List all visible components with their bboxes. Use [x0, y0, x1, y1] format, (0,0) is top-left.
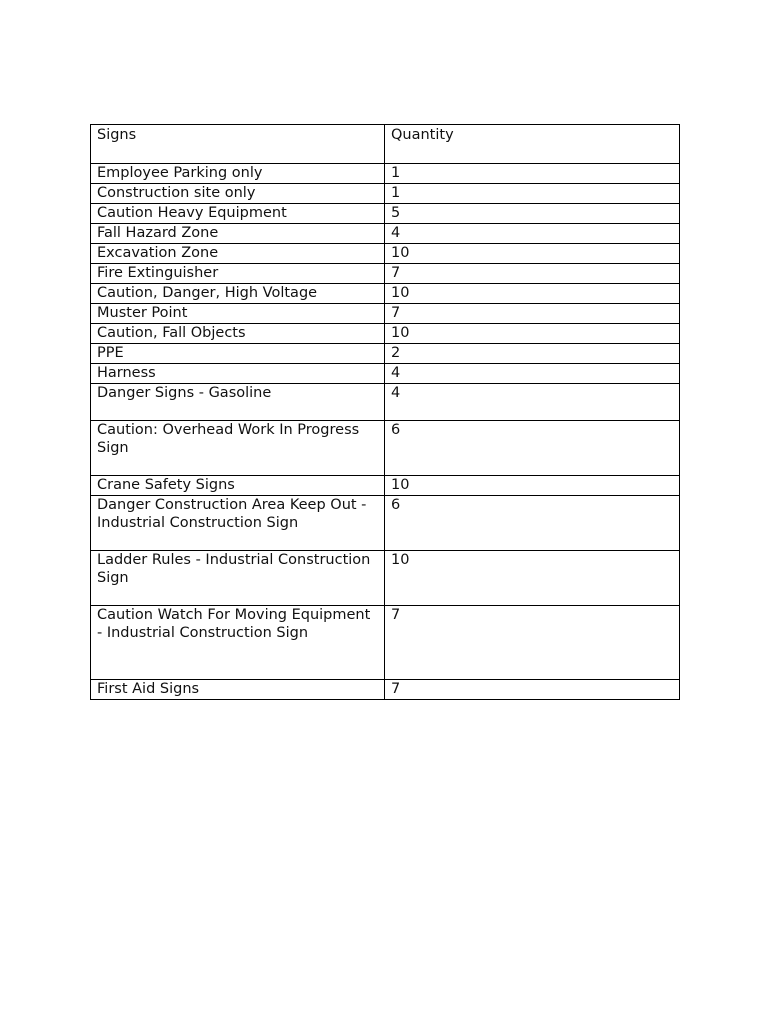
sign-name-cell: Danger Signs - Gasoline [91, 384, 385, 421]
table-row [91, 680, 680, 700]
sign-name-cell: Danger Construction Area Keep Out - Industrial Construction Sign [91, 496, 385, 551]
table-row [91, 551, 680, 606]
quantity-cell: 10 [385, 324, 680, 344]
sign-name-cell: PPE [91, 344, 385, 364]
quantity-cell: 10 [385, 284, 680, 304]
sign-name-cell: Caution, Danger, High Voltage [91, 284, 385, 304]
sign-name-cell: Harness [91, 364, 385, 384]
quantity-cell: 6 [385, 421, 680, 476]
table-row [91, 476, 680, 496]
table-row [91, 184, 680, 204]
quantity-cell: 7 [385, 606, 680, 680]
sign-name-cell: Caution Heavy Equipment [91, 204, 385, 224]
sign-name-cell: Fire Extinguisher [91, 264, 385, 284]
sign-name-cell: Caution Watch For Moving Equipment - Industrial Construction Sign [91, 606, 385, 680]
table-row [91, 496, 680, 551]
table-row [91, 606, 680, 680]
table-row [91, 324, 680, 344]
table-row [91, 164, 680, 184]
sign-name-cell: Caution, Fall Objects [91, 324, 385, 344]
table-row [91, 244, 680, 264]
table-header-row [91, 125, 680, 164]
sign-name-cell: Caution: Overhead Work In Progress Sign [91, 421, 385, 476]
table-row [91, 384, 680, 421]
quantity-cell: 10 [385, 244, 680, 264]
quantity-cell: 1 [385, 184, 680, 204]
sign-name-cell: Excavation Zone [91, 244, 385, 264]
quantity-cell: 1 [385, 164, 680, 184]
quantity-cell: 5 [385, 204, 680, 224]
quantity-cell: 10 [385, 476, 680, 496]
table-row [91, 264, 680, 284]
header-cell-quantity: Quantity [385, 125, 680, 164]
header-cell-signs: Signs [91, 125, 385, 164]
table-row [91, 304, 680, 324]
sign-name-cell: Muster Point [91, 304, 385, 324]
sign-name-cell: Construction site only [91, 184, 385, 204]
table-row [91, 421, 680, 476]
table-row [91, 224, 680, 244]
signs-quantity-table [90, 124, 680, 700]
quantity-cell: 6 [385, 496, 680, 551]
table-row [91, 344, 680, 364]
table-row [91, 204, 680, 224]
quantity-cell: 7 [385, 304, 680, 324]
table-row [91, 284, 680, 304]
sign-name-cell: Employee Parking only [91, 164, 385, 184]
quantity-cell: 10 [385, 551, 680, 606]
quantity-cell: 4 [385, 224, 680, 244]
sign-name-cell: Ladder Rules - Industrial Construction Sign [91, 551, 385, 606]
sign-name-cell: Crane Safety Signs [91, 476, 385, 496]
table-row [91, 364, 680, 384]
sign-name-cell: Fall Hazard Zone [91, 224, 385, 244]
quantity-cell: 2 [385, 344, 680, 364]
quantity-cell: 7 [385, 264, 680, 284]
sign-name-cell: First Aid Signs [91, 680, 385, 700]
quantity-cell: 7 [385, 680, 680, 700]
quantity-cell: 4 [385, 364, 680, 384]
quantity-cell: 4 [385, 384, 680, 421]
